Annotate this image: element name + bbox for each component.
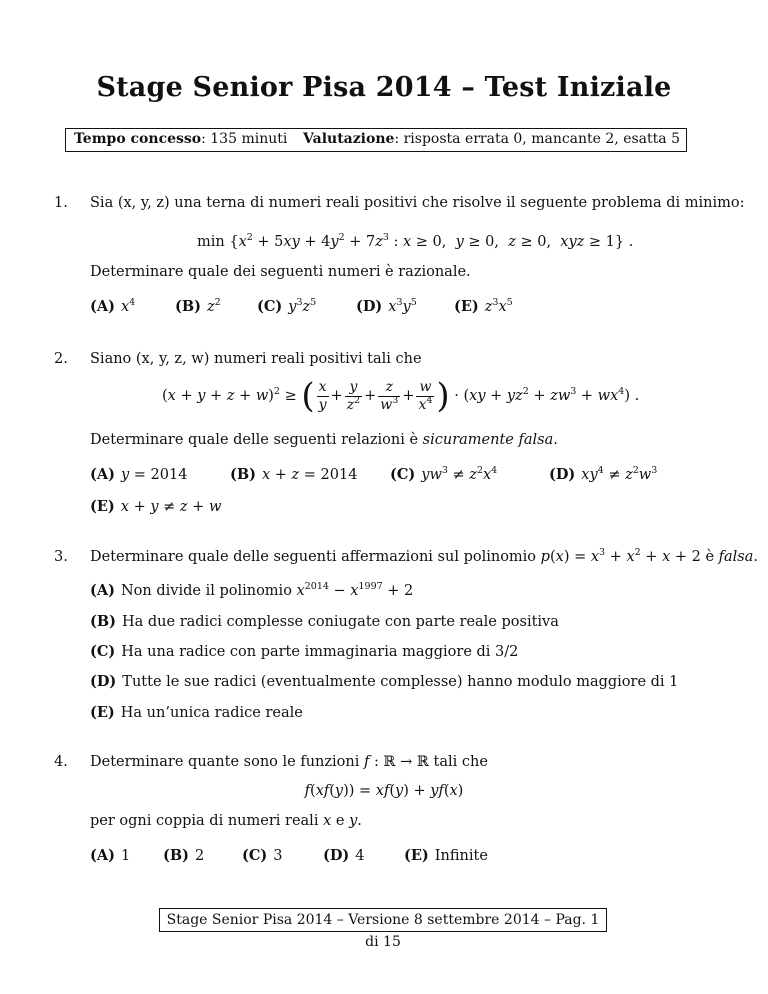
q3-number: 3. bbox=[54, 549, 68, 565]
q3-option-d[interactable]: (D) Tutte le sue radici (eventualmente complesse) hanno modulo maggiore di 1 bbox=[90, 673, 679, 690]
q4-formula: f(xf(y)) = xf(y) + yf(x) bbox=[304, 783, 464, 799]
q2-question: Determinare quale delle seguenti relazioni è sicuramente falsa. bbox=[90, 432, 558, 448]
time-label: Tempo concesso bbox=[74, 131, 202, 147]
q3-option-b[interactable]: (B) Ha due radici complesse coniugate con parte reale positiva bbox=[90, 613, 559, 630]
q4-option-b[interactable]: (B) 2 bbox=[163, 847, 205, 864]
time-value: : 135 minuti bbox=[201, 131, 288, 147]
q1-option-b[interactable]: (B) $z^2$ bbox=[175, 297, 221, 315]
q4-after: per ogni coppia di numeri reali x e y. bbox=[90, 813, 362, 829]
q1-intro: Sia (x, y, z) una terna di numeri reali positivi che risolve il seguente problema di minimo: bbox=[90, 195, 745, 211]
q4-option-e[interactable]: (E) Infinite bbox=[404, 847, 488, 864]
grading-info bbox=[303, 131, 680, 147]
q1-question: Determinare quale dei seguenti numeri è razionale. bbox=[90, 264, 471, 280]
grading-value: : risposta errata 0, mancante 2, esatta 5 bbox=[394, 131, 680, 147]
q2-option-b[interactable]: (B) x + z = 2014 bbox=[230, 466, 358, 483]
q1-option-e[interactable]: (E) $z^3x^5$ bbox=[454, 297, 513, 315]
q4-option-a[interactable]: (A) 1 bbox=[90, 847, 131, 864]
q2-formula: $(x + y + z + w)^2$ ≥ ( $\frac{x}{y}$ + $\frac{y}{z^2}$ + $\frac{z}{w^3}$ + $\frac{w}{x^4}$ ) · $(xy + yz^2 + zw^3 + wx^4)$ . bbox=[162, 376, 640, 416]
q4-option-d[interactable]: (D) 4 bbox=[323, 847, 365, 864]
q1-number: 1. bbox=[54, 195, 68, 211]
q3-option-e[interactable]: (E) Ha un’unica radice reale bbox=[90, 704, 303, 721]
q1-formula: $\min \{x^2 + 5xy + 4y^2 + 7z^3$ : x ≥ 0, y ≥ 0, z ≥ 0, xyz ≥ 1} . bbox=[197, 232, 634, 250]
q3-intro: Determinare quale delle seguenti affermazioni sul polinomio $p(x) = x^3 + x^2 + x + 2$ è falsa. bbox=[90, 547, 759, 565]
q1-option-c[interactable]: (C) $y^3z^5$ bbox=[257, 297, 317, 315]
q4-intro: Determinare quante sono le funzioni f : ℝ → ℝ tali che bbox=[90, 754, 488, 770]
q3-emphasis: falsa bbox=[718, 549, 754, 565]
page-footer: Stage Senior Pisa 2014 – Versione 8 settembre 2014 – Pag. 1 di 15 bbox=[159, 908, 607, 932]
q2-option-a[interactable]: (A) y = 2014 bbox=[90, 466, 188, 483]
grading-label: Valutazione bbox=[303, 131, 395, 147]
q2-option-d[interactable]: (D) $xy^4 \ne z^2w^3$ bbox=[549, 465, 658, 483]
q1-option-d[interactable]: (D) $x^3y^5$ bbox=[356, 297, 417, 315]
time-info bbox=[74, 131, 287, 147]
q2-number: 2. bbox=[54, 351, 68, 367]
q1-option-a[interactable]: (A) $x^4$ bbox=[90, 297, 136, 315]
q2-intro: Siano (x, y, z, w) numeri reali positivi tali che bbox=[90, 351, 422, 367]
q3-option-a[interactable]: (A) Non divide il polinomio $x^{2014} - x^{1997} + 2$ bbox=[90, 581, 414, 599]
q4-number: 4. bbox=[54, 754, 68, 770]
q2-emphasis: sicuramente falsa bbox=[422, 432, 554, 448]
q3-option-c[interactable]: (C) Ha una radice con parte immaginaria maggiore di 3/2 bbox=[90, 643, 519, 660]
page-title: Stage Senior Pisa 2014 – Test Iniziale bbox=[96, 72, 672, 103]
q2-option-c[interactable]: (C) $yw^3 \ne z^2x^4$ bbox=[390, 465, 498, 483]
q2-option-e[interactable]: (E) x + y ≠ z + w bbox=[90, 498, 222, 515]
q4-option-c[interactable]: (C) 3 bbox=[242, 847, 283, 864]
info-box bbox=[65, 128, 687, 152]
